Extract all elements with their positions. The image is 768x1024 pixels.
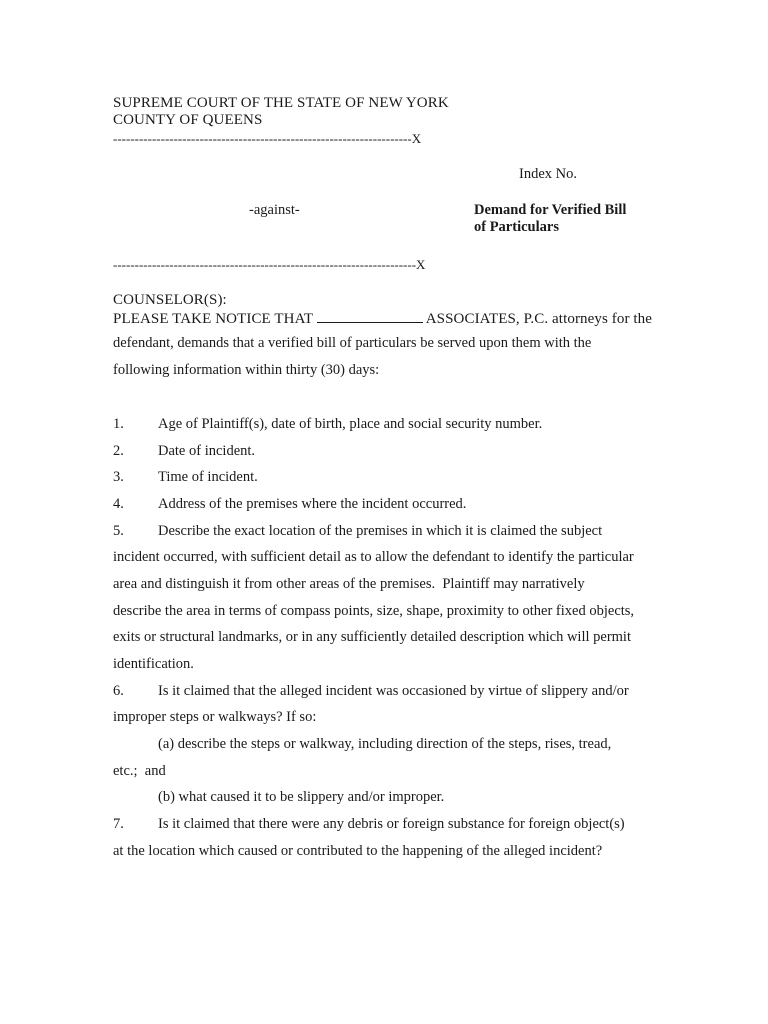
item-text: Describe the exact location of the premises in which it is claimed the subject <box>158 523 603 539</box>
index-number-label: Index No. <box>519 166 577 182</box>
item-text: Time of incident. <box>158 469 258 485</box>
item-text-continued: identification. <box>113 656 194 672</box>
item-text: Is it claimed that there were any debris or foreign substance for foreign object(s) <box>158 816 625 832</box>
item-text: Age of Plaintiff(s), date of birth, place and social security number. <box>158 416 543 432</box>
item-text: Date of incident. <box>158 443 256 459</box>
notice-suffix: ASSOCIATES, P.C. attorneys for the <box>422 311 653 327</box>
sub-item-b: (b) what caused it to be slippery and/or improper. <box>158 789 445 805</box>
item-number: 1. <box>113 416 124 432</box>
sub-item-a-continued: etc.; and <box>113 763 166 779</box>
item-number: 2. <box>113 443 124 459</box>
notice-prefix: PLEASE TAKE NOTICE THAT <box>113 311 317 327</box>
item-text-continued: exits or structural landmarks, or in any sufficiently detailed description which will permit <box>113 629 631 645</box>
item-number: 5. <box>113 523 124 539</box>
item-text-continued: improper steps or walkways? If so: <box>113 709 317 725</box>
document-title-line2: of Particulars <box>474 219 559 235</box>
item-number: 6. <box>113 683 124 699</box>
notice-line-1 <box>113 309 652 328</box>
sub-item-a: (a) describe the steps or walkway, including direction of the steps, rises, tread, <box>158 736 612 752</box>
against-label: -against- <box>249 202 300 218</box>
firm-name-blank <box>317 309 423 323</box>
item-number: 4. <box>113 496 124 512</box>
document-title-line1: Demand for Verified Bill <box>474 202 627 218</box>
court-name: SUPREME COURT OF THE STATE OF NEW YORK <box>113 95 449 111</box>
item-text-continued: area and distinguish it from other areas of the premises. Plaintiff may narratively <box>113 576 585 592</box>
county-name: COUNTY OF QUEENS <box>113 112 263 128</box>
item-text-continued: describe the area in terms of compass points, size, shape, proximity to other fixed objects, <box>113 603 635 619</box>
item-text: Address of the premises where the incident occurred. <box>158 496 467 512</box>
notice-line-3: following information within thirty (30) days: <box>113 362 380 378</box>
item-text: Is it claimed that the alleged incident was occasioned by virtue of slippery and/or <box>158 683 629 699</box>
caption-separator-top: ---------------------------------------------------------------------X <box>113 131 422 146</box>
item-text-continued: incident occurred, with sufficient detail as to allow the defendant to identify the particular <box>113 549 634 565</box>
item-number: 7. <box>113 816 124 832</box>
salutation: COUNSELOR(S): <box>113 292 227 308</box>
item-text-continued: at the location which caused or contributed to the happening of the alleged incident? <box>113 843 603 859</box>
notice-line-2: defendant, demands that a verified bill of particulars be served upon them with the <box>113 335 592 351</box>
item-number: 3. <box>113 469 124 485</box>
caption-separator-bottom: ----------------------------------------------------------------------X <box>113 257 426 272</box>
